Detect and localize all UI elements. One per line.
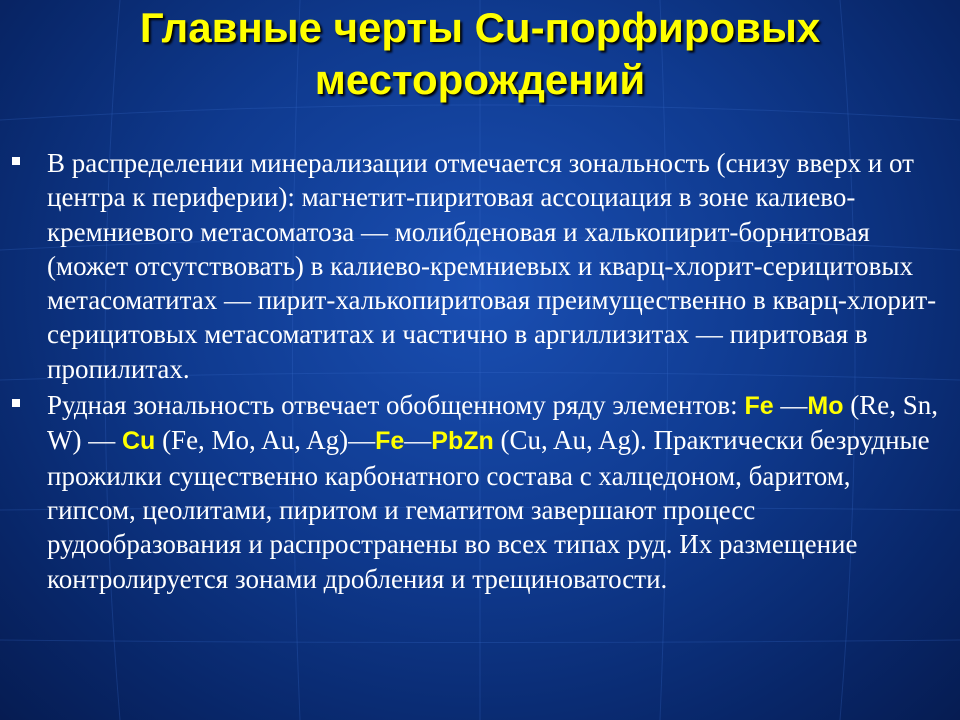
title-line-2: месторождений <box>314 56 646 103</box>
square-bullet-icon <box>12 157 20 165</box>
bullet-2-text <box>47 390 938 593</box>
element-mo: Mo <box>807 392 844 421</box>
element-pbzn: PbZn <box>431 427 494 456</box>
bullet-2-intro: Рудная зональность отвечает обобщенному ряду элементов: <box>47 390 745 421</box>
bullet-item-2 <box>10 388 945 596</box>
bullet-2-rest: (Cu, Au, Ag). Практически безрудные прожилки существенно карбонатного состава с халцедоном, баритом, гипсом, цеолитами, пиритом и гематитом завершают процесс рудообразования и распространены во всех типах руд. Их размещение контролируется зонами дробления и трещиноватости. <box>47 425 930 594</box>
title-line-1: Главные черты Cu-порфировых <box>139 4 821 51</box>
element-cu: Cu <box>121 427 156 456</box>
bullet-item-1 <box>10 146 945 386</box>
bullet-1-text: В распределении минерализации отмечается зональность (снизу вверх и от центра к периферии): магнетит-пиритовая ассоциация в зоне калиево-кремниевого метасоматоза — молибденовая и халькопирит-борнитовая (может отсутствовать) в калиево-кремниевых и кварц-хлорит-серицитовых метасоматитах — пирит-халькопиритовая преимущественно в кварц-хлорит-серицитовых метасоматитах и частично в аргиллизитах — пиритовая в пропилитах. <box>47 148 937 384</box>
mo-associates: (Re, Sn, W) — <box>47 390 938 456</box>
square-bullet-icon <box>12 399 20 407</box>
separator-2: — <box>404 425 432 456</box>
cu-associates: (Fe, Mo, Au, Ag)— <box>155 425 376 456</box>
element-fe-2: Fe <box>375 427 405 456</box>
element-fe: Fe <box>744 392 774 421</box>
slide-title <box>0 2 960 106</box>
bullet-list <box>10 146 945 596</box>
separator: — <box>773 390 808 421</box>
